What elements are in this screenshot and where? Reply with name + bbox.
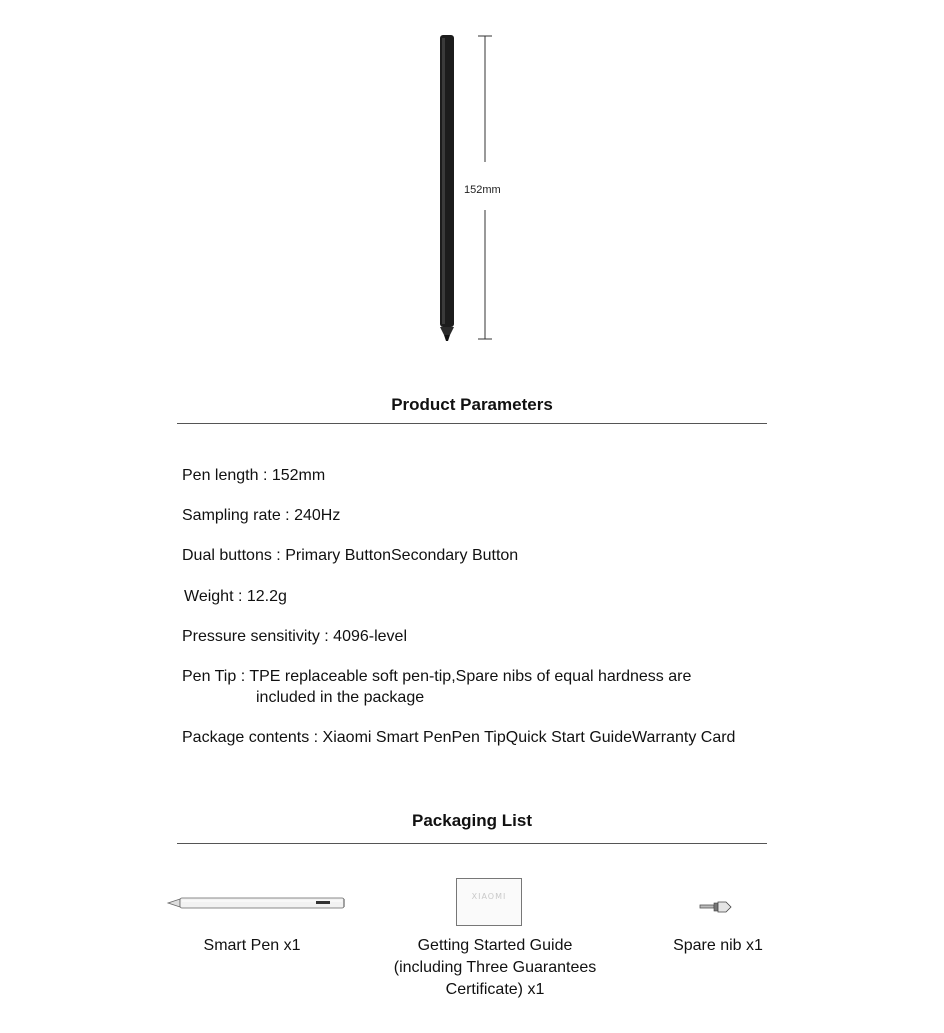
param-value: 12.2g <box>246 588 287 605</box>
spare-nib-label: Spare nib x1 <box>673 937 763 954</box>
param-separator: : <box>280 507 295 524</box>
param-separator: : <box>309 729 323 746</box>
param-dual-buttons <box>182 547 518 565</box>
param-label: Pressure sensitivity <box>182 628 320 645</box>
guide-card-mark: XIAOMI <box>471 892 507 901</box>
param-pen-tip-continued <box>256 689 424 707</box>
pen-nib <box>444 335 450 341</box>
smart-pen-label: Smart Pen x1 <box>203 937 301 954</box>
param-weight <box>184 588 287 606</box>
param-value: 240Hz <box>294 507 341 524</box>
guide-label-line2: (including Three Guarantees <box>393 959 597 976</box>
pen-length-label: 152mm <box>464 184 501 196</box>
parameters-title: Product Parameters <box>391 395 553 414</box>
param-separator: : <box>233 588 247 605</box>
param-sampling-rate <box>182 507 340 525</box>
smart-pen-icon <box>166 893 348 913</box>
product-hero <box>0 0 944 360</box>
param-label: Weight <box>184 588 234 605</box>
param-pressure-sensitivity <box>182 628 407 646</box>
param-value: 152mm <box>271 467 326 484</box>
param-value: Primary ButtonSecondary Button <box>285 547 519 564</box>
param-package-contents <box>182 729 735 747</box>
param-separator: : <box>271 547 286 564</box>
packaging-rule <box>177 843 767 844</box>
guide-label-line1: Getting Started Guide <box>417 937 573 954</box>
spare-nib-icon <box>698 899 734 915</box>
guide-card-icon <box>456 878 522 926</box>
param-value: TPE replaceable soft pen-tip,Spare nibs of equal hardness are <box>249 668 692 685</box>
param-value: Xiaomi Smart PenPen TipQuick Start GuideWarranty Card <box>322 729 736 746</box>
param-separator: : <box>258 467 272 484</box>
param-label: Pen Tip <box>182 668 237 685</box>
guide-label <box>375 935 615 1001</box>
pen-highlight <box>442 38 445 324</box>
param-separator: : <box>319 628 334 645</box>
parameters-rule <box>177 423 767 424</box>
guide-label-line3: Certificate) x1 <box>445 981 545 998</box>
param-label: Package contents <box>182 729 310 746</box>
pen-taper <box>440 327 454 335</box>
param-pen-length <box>182 467 325 485</box>
param-label: Sampling rate <box>182 507 281 524</box>
param-separator: : <box>236 668 250 685</box>
param-value: 4096-level <box>333 628 407 645</box>
param-value-line2: included in the package <box>256 689 425 706</box>
packaging-title: Packaging List <box>412 811 532 830</box>
param-pen-tip <box>182 668 691 686</box>
param-label: Pen length <box>182 467 259 484</box>
param-label: Dual buttons <box>182 547 272 564</box>
